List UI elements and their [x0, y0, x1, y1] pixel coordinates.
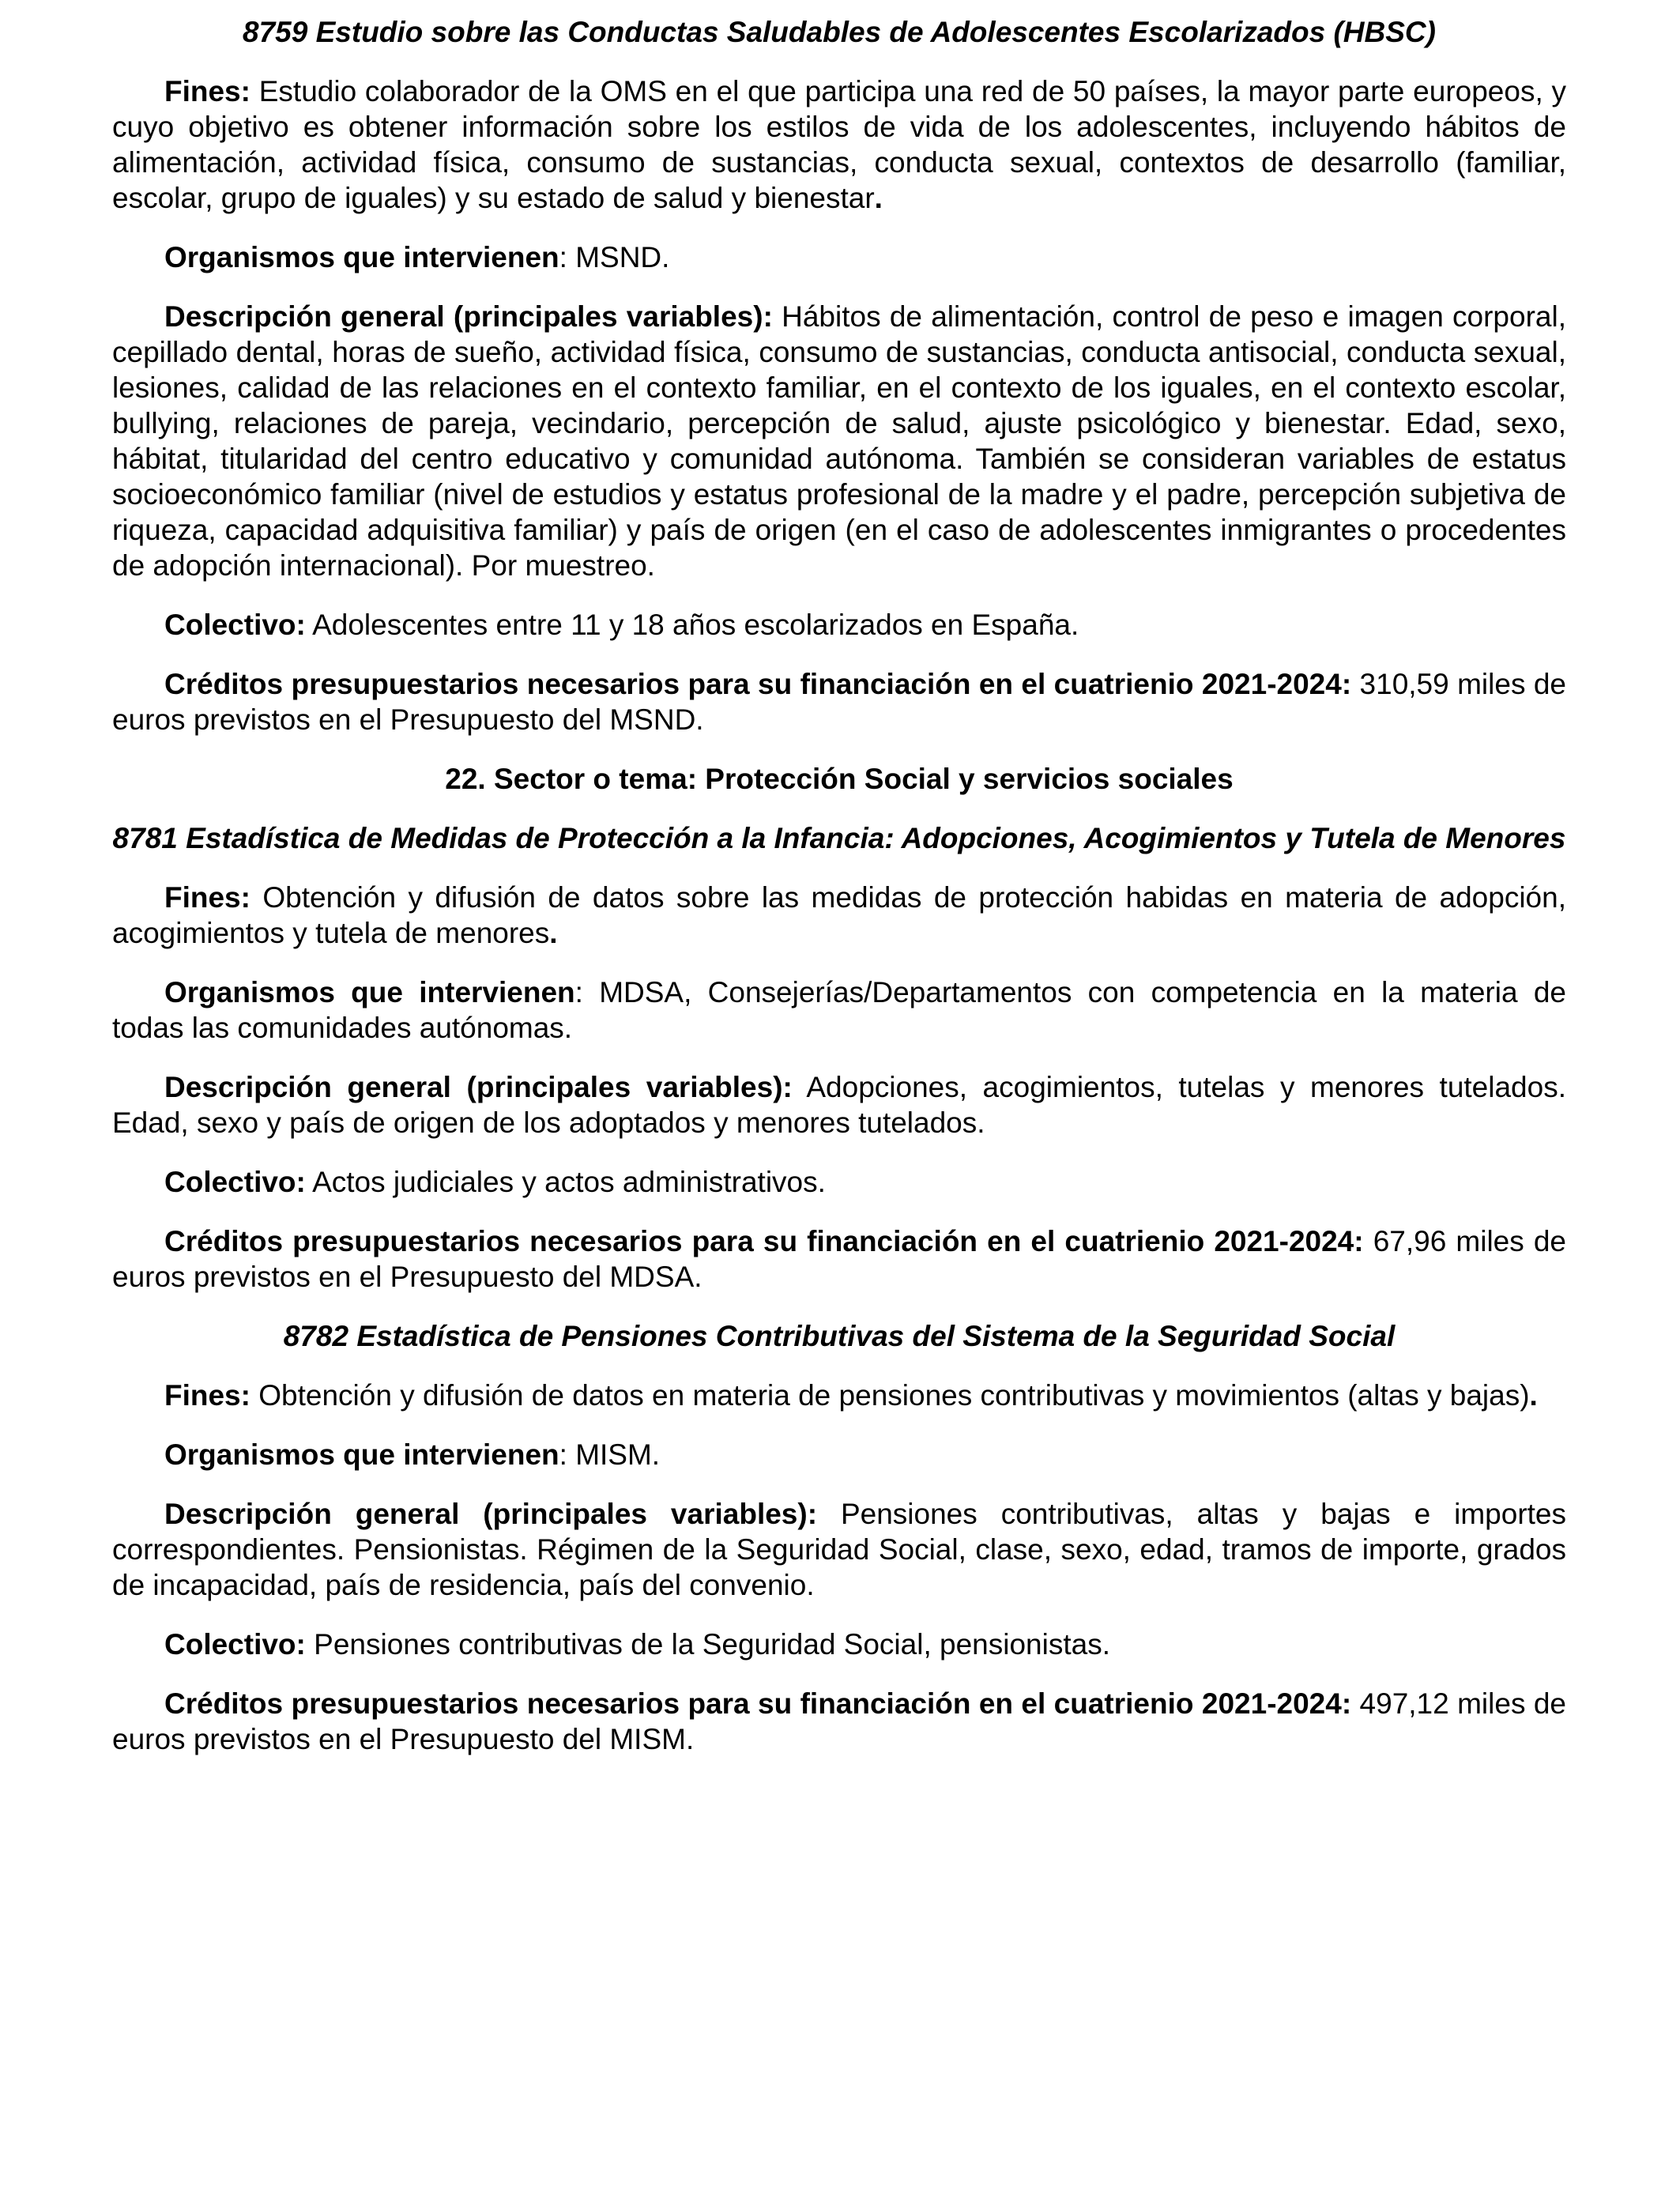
sector-heading: 22. Sector o tema: Protección Social y servicios sociales: [445, 763, 1234, 795]
colectivo-paragraph: [112, 1164, 1566, 1200]
descripcion-label: Descripción general (principales variables):: [164, 1071, 793, 1103]
colectivo-paragraph: [112, 1627, 1566, 1662]
creditos-paragraph: [112, 666, 1566, 737]
fines-paragraph: [112, 1378, 1566, 1413]
descripcion-paragraph: [112, 1069, 1566, 1140]
fines-label: Fines:: [164, 75, 250, 107]
fines-paragraph: [112, 74, 1566, 216]
colectivo-label: Colectivo:: [164, 1166, 306, 1198]
statistic-title: 8782 Estadística de Pensiones Contributivas del Sistema de la Seguridad Social: [283, 1320, 1396, 1352]
creditos-text: 497,12 miles de euros previstos en el Presupuesto del MISM.: [112, 1687, 1566, 1755]
organismos-label: Organismos que intervienen: [164, 976, 575, 1008]
organismos-label: Organismos que intervienen: [164, 1438, 559, 1471]
fines-end: .: [1529, 1379, 1538, 1412]
fines-label: Fines:: [164, 881, 250, 914]
fines-end: .: [874, 182, 883, 214]
colectivo-paragraph: [112, 607, 1566, 643]
fines-end: .: [549, 917, 558, 949]
creditos-text: 67,96 miles de euros previstos en el Presupuesto del MDSA.: [112, 1225, 1566, 1293]
organismos-paragraph: [112, 1437, 1566, 1472]
organismos-paragraph: [112, 239, 1566, 275]
descripcion-paragraph: [112, 299, 1566, 583]
fines-text: Estudio colaborador de la OMS en el que participa una red de 50 países, la mayor parte europeos, y cuyo objetivo es obtener información sobre los estilos de vida de los adolescentes, incluyendo hábitos de alimentación, actividad física, consumo de sustancias, conducta sexual, contextos de desarrollo (familiar, escolar, grupo de iguales) y su estado de salud y bienestar: [112, 75, 1566, 214]
descripcion-label: Descripción general (principales variables):: [164, 300, 773, 333]
descripcion-label: Descripción general (principales variables):: [164, 1498, 818, 1530]
statistic-block-8781: [112, 820, 1566, 1295]
creditos-paragraph: [112, 1686, 1566, 1757]
descripcion-paragraph: [112, 1496, 1566, 1603]
organismos-text: : MISM.: [559, 1438, 661, 1471]
creditos-paragraph: [112, 1223, 1566, 1295]
creditos-label: Créditos presupuestarios necesarios para su financiación en el cuatrienio 2021-2024:: [164, 1225, 1364, 1257]
colectivo-label: Colectivo:: [164, 1628, 306, 1661]
descripcion-text: Pensiones contributivas, altas y bajas e importes correspondientes. Pensionistas. Régimen de la Seguridad Social, clase, sexo, edad, tramos de importe, grados de incapacidad, país de residencia, país del convenio.: [112, 1498, 1566, 1601]
fines-text: Obtención y difusión de datos sobre las medidas de protección habidas en materia de adopción, acogimientos y tutela de menores: [112, 881, 1566, 949]
organismos-label: Organismos que intervienen: [164, 241, 559, 273]
statistic-block-8759: [112, 14, 1566, 737]
fines-text: Obtención y difusión de datos en materia de pensiones contributivas y movimientos (altas y bajas): [250, 1379, 1530, 1412]
organismos-text: : MSND.: [559, 241, 670, 273]
colectivo-text: Actos judiciales y actos administrativos.: [305, 1166, 826, 1198]
fines-label: Fines:: [164, 1379, 250, 1412]
colectivo-text: Pensiones contributivas de la Seguridad Social, pensionistas.: [305, 1628, 1110, 1661]
colectivo-text: Adolescentes entre 11 y 18 años escolarizados en España.: [305, 609, 1079, 641]
creditos-label: Créditos presupuestarios necesarios para su financiación en el cuatrienio 2021-2024:: [164, 1687, 1352, 1720]
document-page: [112, 14, 1566, 1781]
statistic-block-8782: [112, 1318, 1566, 1757]
descripcion-text: Hábitos de alimentación, control de peso e imagen corporal, cepillado dental, horas de sueño, actividad física, consumo de sustancias, conducta antisocial, conducta sexual, lesiones, calidad de las relaciones en el contexto familiar, en el contexto de los iguales, en el contexto escolar, bullying, relaciones de pareja, vecindario, percepción de salud, ajuste psicológico y bienestar. Edad, sexo, hábitat, titularidad del centro educativo y comunidad autónoma. También se consideran variables de estatus socioeconómico familiar (nivel de estudios y estatus profesional de la madre y el padre, percepción subjetiva de riqueza, capacidad adquisitiva familiar) y país de origen (en el caso de adolescentes inmigrantes o procedentes de adopción internacional). Por muestreo.: [112, 300, 1566, 582]
organismos-text: : MDSA, Consejerías/Departamentos con competencia en la materia de todas las comunidades autónomas.: [112, 976, 1566, 1044]
creditos-text: 310,59 miles de euros previstos en el Presupuesto del MSND.: [112, 668, 1566, 736]
descripcion-text: Adopciones, acogimientos, tutelas y menores tutelados. Edad, sexo y país de origen de los adoptados y menores tutelados.: [112, 1071, 1566, 1139]
organismos-paragraph: [112, 974, 1566, 1046]
colectivo-label: Colectivo:: [164, 609, 306, 641]
statistic-title: 8781 Estadística de Medidas de Protección a la Infancia: Adopciones, Acogimientos y Tutela de Menores: [112, 822, 1566, 854]
statistic-title: 8759 Estudio sobre las Conductas Saludables de Adolescentes Escolarizados (HBSC): [243, 16, 1436, 48]
creditos-label: Créditos presupuestarios necesarios para su financiación en el cuatrienio 2021-2024:: [164, 668, 1352, 700]
fines-paragraph: [112, 880, 1566, 951]
